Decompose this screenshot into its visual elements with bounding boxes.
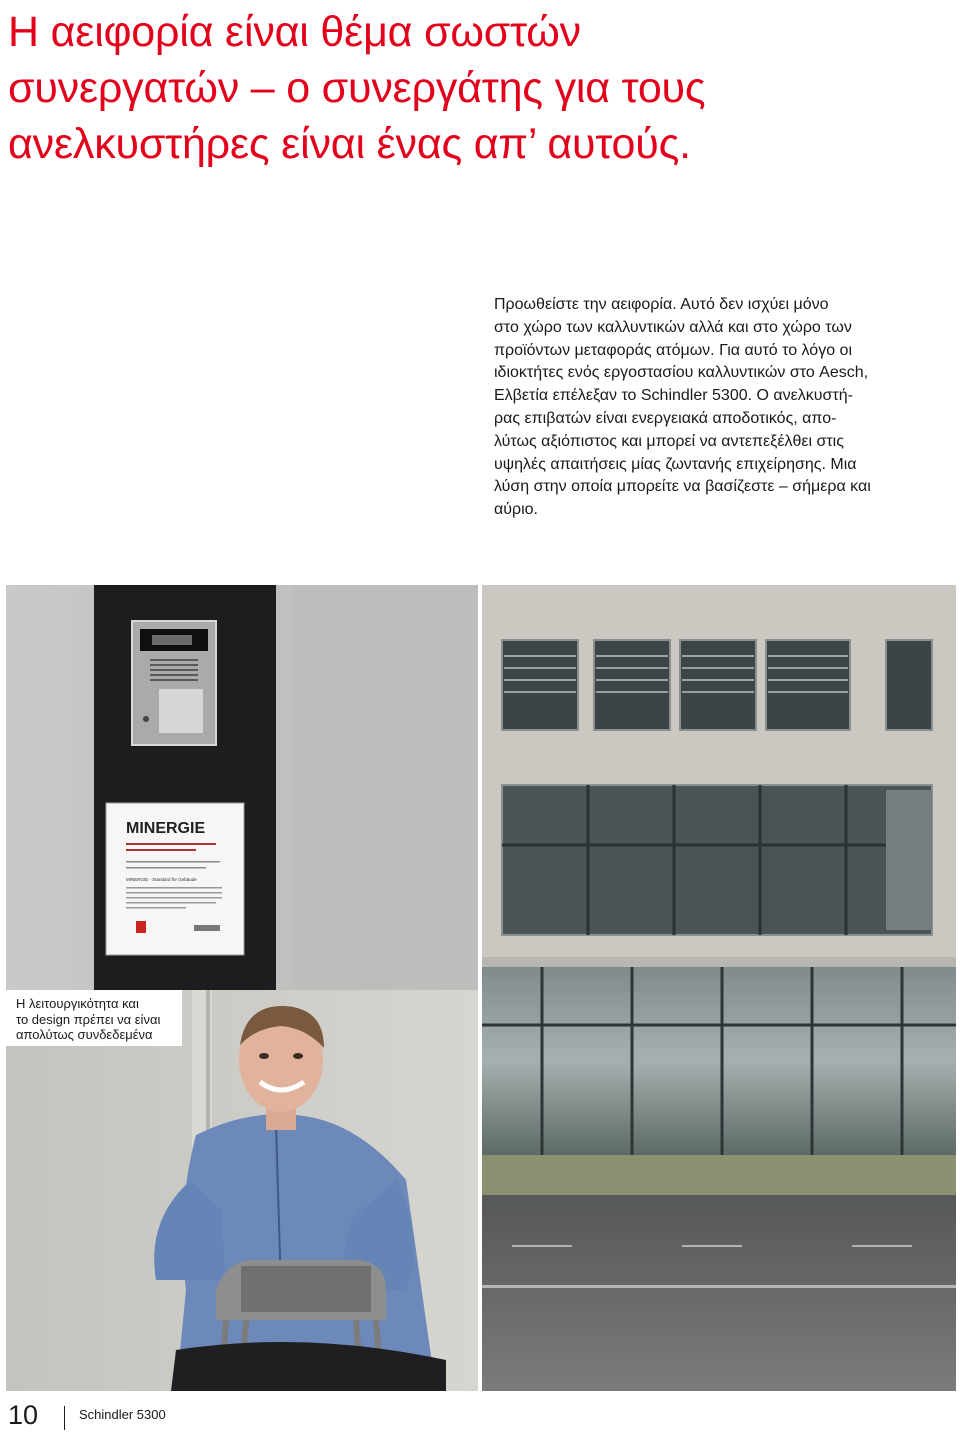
headline-line-1: Η αειφορία είναι θέμα σωστών: [8, 8, 581, 56]
sign-label: MINERGIE - Standard für Gebäude: [126, 877, 197, 882]
footer-product-name: Schindler 5300: [79, 1407, 166, 1422]
body-paragraph: [494, 294, 914, 522]
headline-line-3: ανελκυστήρες είναι ένας απ’ αυτούς.: [8, 120, 691, 168]
caption-line-2: το design πρέπει να είναι: [16, 1011, 161, 1027]
minergie-logo: MINERGIE: [126, 820, 206, 837]
body-line: λύτως αξιόπιστος και μπορεί να αντεπεξέλθει στις: [494, 432, 844, 450]
headline-line-2: συνεργατών – ο συνεργάτης για τους: [8, 64, 706, 112]
photo-elevator-panel-and-sign: [6, 585, 478, 990]
photo-factory-building: [482, 585, 956, 1391]
body-line: στο χώρο των καλλυντικών αλλά και στο χώρο των: [494, 318, 852, 336]
photo-caption: [6, 990, 182, 1046]
caption-line-3: απολύτως συνδεδεμένα: [16, 1027, 153, 1042]
body-line: υψηλές απαιτήσεις μίας ζωντανής επιχείρησης. Μια: [494, 455, 857, 473]
body-line: Ελβετία επέλεξαν το Schindler 5300. Ο ανελκυστή-: [494, 387, 853, 405]
body-line: λύση στην οποία μπορείτε να βασίζεστε – σήμερα και: [494, 478, 871, 496]
headline: [8, 4, 938, 172]
body-line: ρας επιβατών είναι ενεργειακά αποδοτικός, απο-: [494, 409, 837, 427]
footer-divider: [64, 1406, 65, 1430]
body-line: Προωθείστε την αειφορία. Αυτό δεν ισχύει μόνο: [494, 296, 829, 313]
body-line: αύριο.: [494, 501, 538, 519]
caption-line-1: Η λειτουργικότητα και: [16, 996, 139, 1011]
body-line: προϊόντων μεταφοράς ατόμων. Για αυτό το λόγο οι: [494, 341, 852, 359]
photo-man-on-chair: [6, 990, 478, 1391]
page-number: 10: [8, 1400, 39, 1430]
body-line: ιδιοκτήτες ενός εργοστασίου καλλυντικών στο Aesch,: [494, 364, 869, 382]
